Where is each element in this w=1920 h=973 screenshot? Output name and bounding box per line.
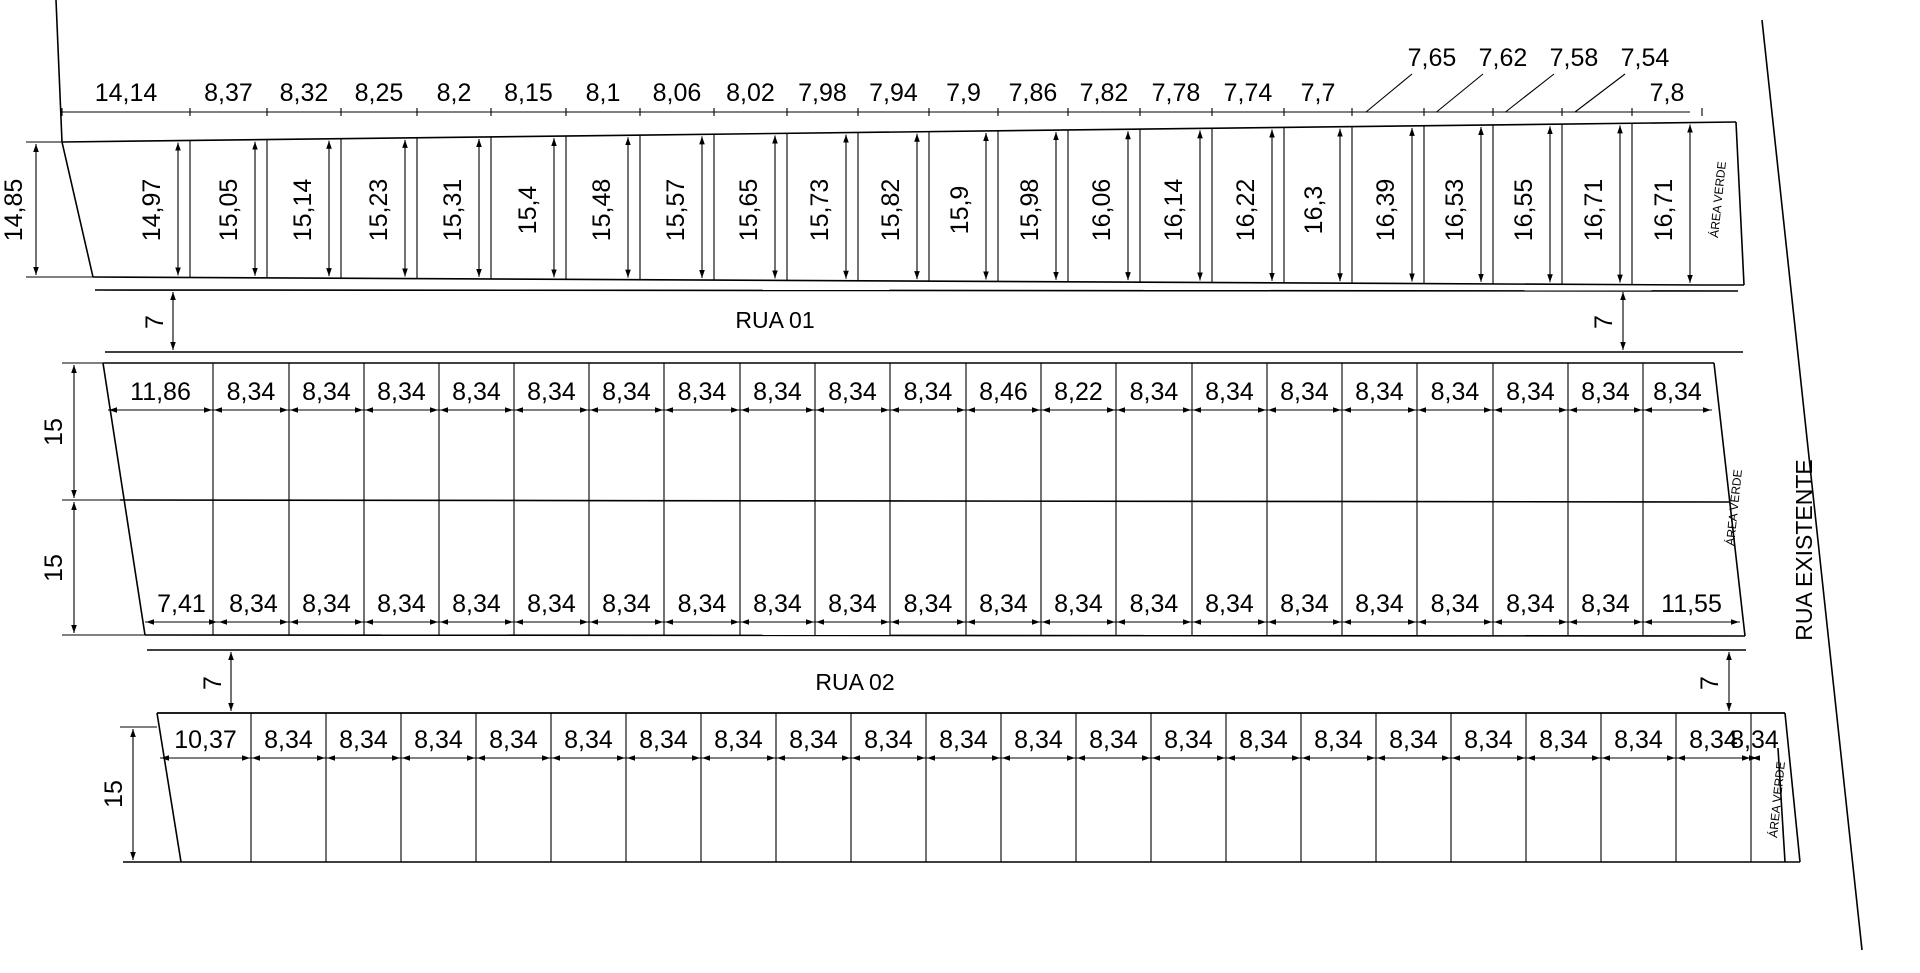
block2-top-width-label: 8,34 [1355,378,1404,406]
block2-bottom-width-label: 8,34 [1355,590,1404,618]
block1-front-width-label: 8,15 [504,79,553,107]
block2-top-width-label: 8,34 [302,378,351,406]
block1-leader-line [1437,74,1484,112]
block-3 [100,713,1800,862]
block1-leader-line [1575,74,1625,112]
rua01-label: RUA 01 [735,307,815,333]
block2-bottom-width-label: 8,34 [903,590,953,618]
block1-front-width-label: 8,2 [436,79,472,107]
block1-front-width-label: 8,37 [204,79,253,107]
block2-top-width-label: 8,34 [226,378,276,406]
block2-bottom-width-label: 8,34 [677,590,727,618]
block2-top-width-label: 8,34 [377,378,426,406]
rua01-top-edge [95,290,1738,291]
block1-depth-label: 15,65 [735,178,763,242]
block1-front-width-label: 7,9 [946,79,981,107]
block3-width-label: 8,34 [1014,726,1063,754]
block-1 [0,0,1744,285]
block3-width-label: 8,34 [1314,726,1363,754]
block2-green-area-label: ÁREA VERDE [1723,468,1745,547]
block2-top-width-label: 8,34 [753,378,802,406]
block1-depth-label: 15,82 [877,178,905,242]
rua-existente-label: RUA EXISTENTE [1791,459,1817,641]
block1-depth-label: 16,53 [1441,178,1469,242]
block2-bottom-width-label: 8,34 [979,590,1028,618]
block1-leader-line [1506,74,1555,112]
block1-depth-label: 14,97 [138,178,166,242]
block1-front-width-label: 7,65 [1407,44,1457,72]
block2-bottom-width-label: 8,34 [1280,590,1329,618]
block1-front-width-label: 14,14 [94,79,158,107]
rua01-width-left-label: 7 [141,315,169,329]
rua-02 [147,650,1785,713]
block2-top-width-label: 8,34 [1430,378,1480,406]
block2-bottom-width-label: 8,34 [1581,590,1630,618]
block1-front-width-label: 7,62 [1478,44,1528,72]
block3-width-label: 8,34 [414,726,463,754]
block1-depth-label: 16,14 [1160,178,1188,242]
block3-width-label: 10,37 [174,726,237,754]
block2-middle-line [120,500,1730,502]
block1-depth-label: 15,05 [215,178,243,242]
block2-top-width-label: 8,34 [1506,378,1555,406]
block3-width-label: 8,34 [939,726,988,754]
block2-top-width-label: 8,34 [452,378,501,406]
block3-width-label: 8,34 [1089,726,1138,754]
block3-width-label: 8,34 [1239,726,1288,754]
block3-width-label: 8,34 [1164,726,1213,754]
block3-width-label: 8,34 [864,726,913,754]
block2-top-width-label: 8,34 [1129,378,1179,406]
block1-front-width-label: 8,06 [652,79,702,107]
block1-depth-label: 15,14 [289,178,317,242]
block3-depth-label: 15 [100,780,128,808]
block1-depth-label: 16,55 [1510,178,1538,242]
block1-side-depth-label: 14,85 [0,178,28,242]
block-2 [40,363,1745,636]
block2-bottom-width-label: 7,41 [157,590,206,618]
block2-top-width-label: 8,34 [527,378,576,406]
block1-depth-label: 15,31 [439,178,467,242]
rua02-label: RUA 02 [815,669,895,695]
block3-width-label: 8,34 [264,726,313,754]
block3-width-label: 8,34 [1614,726,1663,754]
block2-bottom-width-label: 8,34 [229,590,278,618]
block1-front-width-label: 7,74 [1223,79,1273,107]
block3-width-label: 8,34 [1689,726,1738,754]
block1-front-width-label: 7,98 [798,79,847,107]
block1-rear-line [93,277,1703,285]
block3-width-label: 8,34 [789,726,838,754]
block1-front-width-label: 8,32 [279,79,329,107]
block1-front-width-label: 7,7 [1300,79,1336,107]
block2-depth-bottom-label: 15 [40,554,68,582]
block1-depth-label: 15,23 [365,178,393,242]
block1-depth-label: 15,4 [514,185,542,235]
block2-top-width-label: 8,34 [602,378,651,406]
block2-bottom-width-label: 8,34 [828,590,877,618]
block2-bottom-width-label: 8,34 [302,590,351,618]
block2-bottom-width-label: 11,55 [1661,590,1722,618]
block1-left-edge [62,142,93,277]
block2-top-width-label: 8,34 [1653,378,1702,406]
block2-top-width-label: 8,34 [828,378,877,406]
block1-front-width-label: 8,02 [726,79,775,107]
block1-front-width-label: 7,82 [1079,79,1129,107]
block1-depth-label: 16,39 [1372,178,1400,242]
block3-width-label: 8,34 [1464,726,1513,754]
block2-top-width-label: 8,34 [677,378,727,406]
rua02-width-left-label: 7 [199,676,227,690]
block2-top-width-label: 8,22 [1054,378,1103,406]
block2-bottom-width-label: 8,34 [1054,590,1103,618]
block2-top-width-label: 8,34 [1280,378,1329,406]
block1-front-width-label: 7,86 [1008,79,1058,107]
block1-front-width-label: 7,78 [1151,79,1201,107]
block2-bottom-width-label: 8,34 [753,590,802,618]
block2-bottom-line [145,635,1745,636]
block3-width-label: 8,34 [714,726,763,754]
block3-width-label: 8,34 [1539,726,1588,754]
rua02-width-right-label: 7 [1696,676,1724,690]
block1-green-area-label: ÁREA VERDE [1707,160,1729,239]
block2-top-width-label: 8,46 [979,378,1028,406]
block2-bottom-width-label: 8,34 [1506,590,1555,618]
block2-top-width-label: 11,86 [130,378,191,406]
block1-depth-label: 15,9 [946,185,974,235]
block3-width-label: 8,34 [1389,726,1438,754]
block2-bottom-width-label: 8,34 [527,590,576,618]
block1-depth-label: 15,73 [806,178,834,242]
block2-bottom-width-label: 8,34 [1430,590,1480,618]
block1-depth-label: 16,71 [1650,178,1678,242]
block1-green-area-right [1736,122,1744,285]
block1-front-width-label: 7,94 [869,79,918,107]
block1-front-width-label: 8,1 [585,79,621,107]
block2-bottom-width-label: 8,34 [452,590,501,618]
block1-front-width-label: 7,54 [1620,44,1670,72]
block3-green-right [1785,713,1800,862]
block1-depth-label: 16,3 [1300,185,1328,235]
block2-bottom-width-label: 8,34 [1129,590,1179,618]
block2-top-width-label: 8,34 [1581,378,1630,406]
block2-bottom-width-label: 8,34 [377,590,426,618]
block2-bottom-width-label: 8,34 [602,590,651,618]
block2-top-width-label: 8,34 [1205,378,1254,406]
rua01-width-right-label: 7 [1590,315,1618,329]
block2-bottom-width-label: 8,34 [1205,590,1254,618]
block1-depth-label: 15,48 [588,178,616,242]
block1-depth-label: 16,71 [1580,178,1608,242]
block3-width-label: 8,34 [339,726,388,754]
block3-width-label: 8,34 [1730,726,1779,754]
block1-depth-label: 15,98 [1016,178,1044,242]
block3-width-label: 8,34 [489,726,538,754]
block3-green-area-label: ÁREA VERDE [1766,760,1788,839]
block3-width-label: 8,34 [639,726,688,754]
block1-depth-label: 16,06 [1088,178,1116,242]
block1-depth-label: 16,22 [1232,178,1260,242]
block2-top-width-label: 8,34 [903,378,953,406]
block1-front-line [62,122,1736,142]
rua-01 [95,290,1743,352]
block1-front-width-label: 7,8 [1649,79,1685,107]
block3-width-label: 8,34 [564,726,613,754]
block1-front-width-label: 8,25 [354,79,404,107]
block1-leader-line [1366,74,1412,112]
block1-left-boundary [56,0,62,142]
block1-depth-label: 15,57 [662,178,690,242]
block1-front-width-label: 7,58 [1549,44,1599,72]
block2-depth-top-label: 15 [40,418,68,446]
